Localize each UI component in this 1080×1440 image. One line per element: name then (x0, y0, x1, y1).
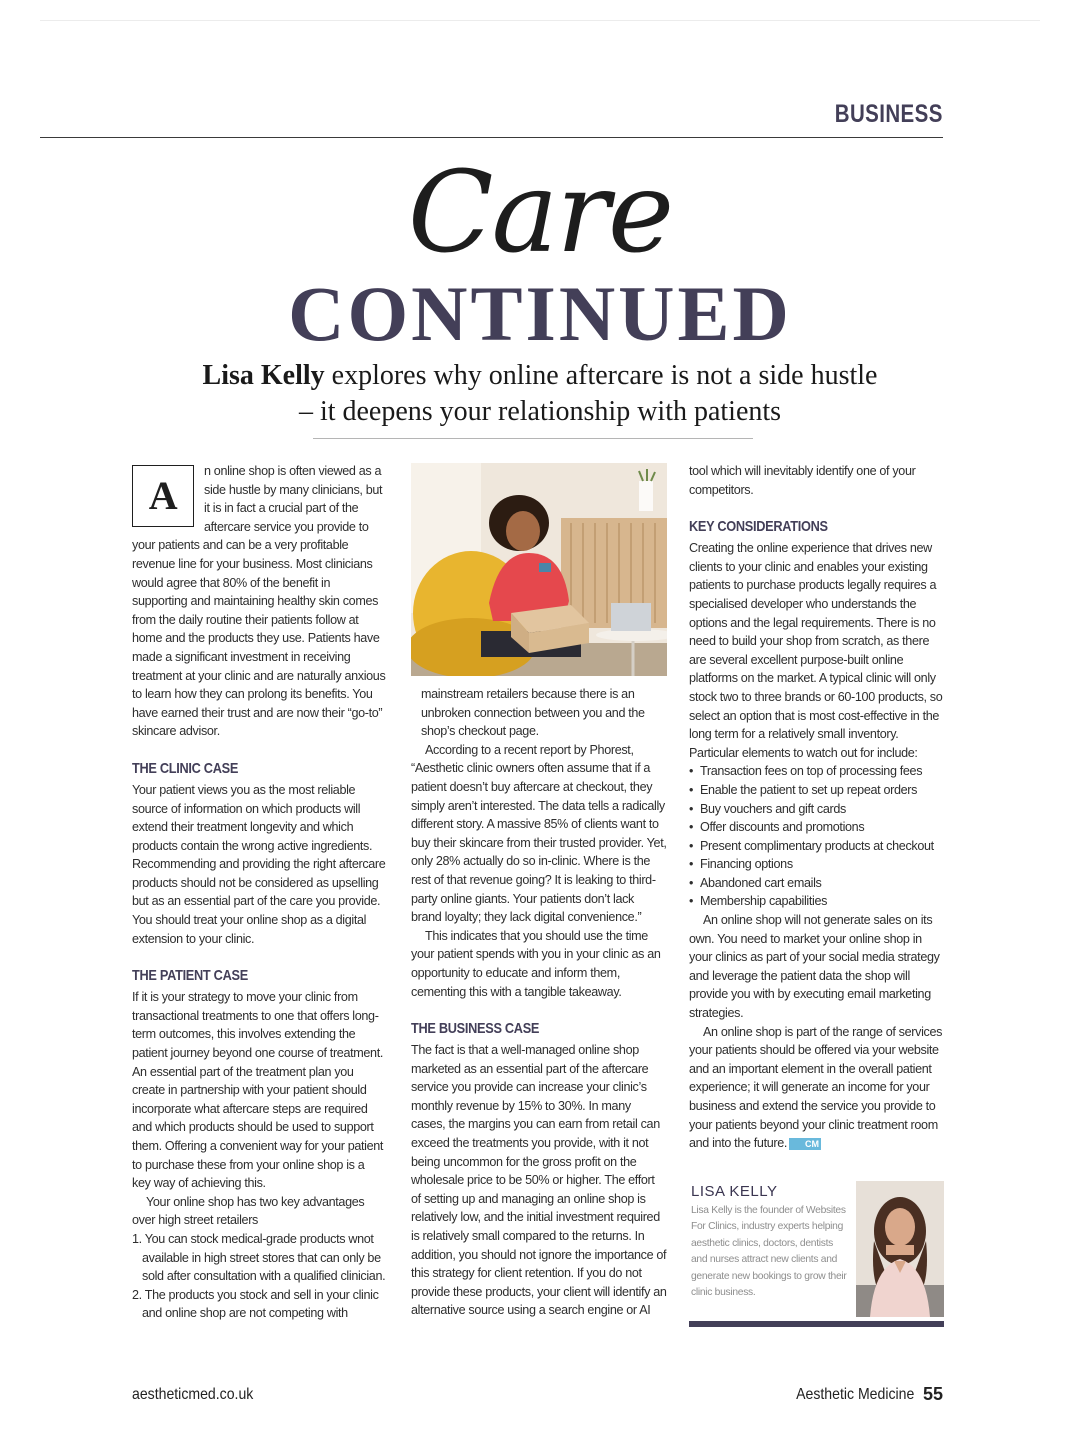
end-mark: CM (789, 1138, 821, 1150)
footer-url: aestheticmed.co.uk (132, 1386, 254, 1403)
consideration-item: • Offer discounts and promotions (689, 818, 945, 837)
advantages-list (132, 1230, 386, 1323)
consideration-item: • Financing options (689, 855, 945, 874)
top-hairline (40, 20, 1040, 21)
column-3 (689, 462, 945, 1153)
page-number: 55 (922, 1384, 943, 1404)
marketing-paragraph: An online shop will not generate sales on its own. You need to market your online shop in your clinics as part of your social media strategy and leverage the patient data the shop will provide you with by executing email marketing strategies. (689, 913, 940, 1021)
headline-caps: CONTINUED (288, 270, 792, 357)
standfirst-line1: explores why online aftercare is not a side hustle (324, 360, 878, 391)
bio-text: Lisa Kelly is the founder of Websites For Clinics, industry experts helping aesthetic clinics, doctors, dentists and nurses attract new clients and generate new bookings to grow their clinic business. (691, 1205, 847, 1299)
report-paragraph: According to a recent report by Phorest, “Aesthetic clinic owners often assume that if a patient doesn’t buy aftercare at checkout, they simply aren’t interested. The data tells a radically different story. A massive 85% of clients want to buy their skincare from their trusted provider. Yet, only 28% actually do so in-clinic. Where is the rest of that revenue going? It is leaking to third-party online giants. Your patients don’t lack brand loyalty; they lack digital convenience.” (411, 742, 667, 925)
standfirst-rule (313, 438, 753, 439)
business-case-text: The fact is that a well-managed online shop marketed as an essential part of the aftercare service you provide can increase your clinic’s monthly revenue by 15% to 30%. In many cases, the margins you can earn from retail can exceed the treatments you provide, with it not being uncommon for the gross profit on the wholesale price to be 50% or higher. The effort of setting up and managing an online shop is relatively low, and the initial investment required is relatively small compared to the returns. In addition, you should not ignore the importance of this strategy for client retention. If you do not provide these products, your client will identify an alternative source using a search engine or AI (411, 1043, 667, 1318)
column-2 (411, 685, 667, 1320)
standfirst-line2: – it deepens your relationship with patients (298, 396, 782, 427)
range-text: An online shop is part of the range of services your patients should be offered via your website and an important element in the overall patient experience; it will generate an income for your business and extend the service you provide to your patients beyond your clinic treatment room and into the future. (689, 1024, 943, 1151)
section-rule (40, 137, 943, 138)
list-continuation: mainstream retailers because there is an unbroken connection between you and the shop’s checkout page. (421, 687, 645, 739)
advantage-item: 2. The products you stock and sell in your clinic and online shop are not competing with (132, 1287, 379, 1321)
bio-rule (689, 1321, 944, 1327)
clinic-case-text: Your patient views you as the most reliable source of information on which products will extend their treatment longevity and which products contain the wrong active ingredients. Recommending and providing the right aftercare products should not be considered as upselling but as an essential part of the care you provide. You should treat your online shop as a digital extension to your clinic. (132, 782, 386, 946)
author-photo (856, 1181, 944, 1317)
consideration-item: • Abandoned cart emails (689, 874, 945, 893)
continued-text: tool which will inevitably identify one of your competitors. (689, 464, 916, 497)
advantage-item: 1. You can stock medical-grade products wnot available in high street stores that can only be sold after consultation with a qualified clinician. (132, 1231, 386, 1284)
patient-case-text: If it is your strategy to move your clinic from transactional treatments to one that offers long-term outcomes, this involves extending the patient journey beyond one course of treatment. An essential part of the treatment plan you create in partnership with your patient should incorporate what aftercare steps are required and which products should be used to support them. Offering a convenient way for your patient to purchase these from your online shop is a key way of achieving this. (132, 990, 384, 1191)
indicates-paragraph: This indicates that you should use the time your patient spends with you in your clinic as an opportunity to educate and inform them, cementing this with a tangible takeaway. (411, 928, 661, 999)
woman-with-parcel-illustration (411, 463, 667, 676)
article-photo (411, 463, 667, 676)
consideration-item: • Enable the patient to set up repeat orders (689, 781, 945, 800)
section-label: BUSINESS (834, 100, 943, 128)
range-paragraph (689, 1023, 945, 1153)
advantages-intro: Your online shop has two key advantages over high street retailers (132, 1194, 365, 1228)
key-considerations-text: Creating the online experience that drives new clients to your clinic and enables your existing patients to purchase products legally requires a specialised developer who understands the options and the legal requirements. There is no need to build your shop from scratch, as there are several excellent purpose-built online platforms on the market. A typical clinic will only stock two to three brands or 60-100 products, so select an option that is most cost-effective in the long term for a relatively small inventory. Particular elements to watch out for include: (689, 541, 943, 760)
standfirst (200, 358, 880, 430)
considerations-list (689, 762, 945, 911)
business-case-heading: THE BUSINESS CASE (411, 1020, 540, 1038)
column-1 (132, 462, 386, 1323)
consideration-item: • Present complimentary products at checkout (689, 837, 945, 856)
footer-publication: Aesthetic Medicine (795, 1386, 914, 1403)
patient-case-heading: THE PATIENT CASE (132, 967, 248, 985)
bio-name: LISA KELLY (691, 1183, 778, 1200)
consideration-item: • Transaction fees on top of processing fees (689, 762, 945, 781)
author-portrait-illustration (856, 1181, 944, 1317)
headline-script: Care (407, 148, 673, 278)
consideration-item: • Membership capabilities (689, 892, 945, 911)
intro-paragraph (132, 462, 386, 741)
key-considerations-heading: KEY CONSIDERATIONS (689, 518, 828, 536)
intro-text: n online shop is often viewed as a side hustle by many clinicians, but it is in fact a crucial part of the aftercare service you provide to your patients and can be a very profitable revenue line for your business. Most clinicians would agree that 80% of the benefit in supporting and maintaining healthy skin comes from the daily routine their patients follow at home and the products they use. Patients have made a significant investment in receiving treatment at your clinic and are naturally anxious to learn how they can prolong its benefits. You have earned their trust and are now their “go-to” skincare advisor. (132, 464, 386, 739)
clinic-case-heading: THE CLINIC CASE (132, 759, 239, 777)
drop-cap: A (132, 465, 194, 527)
consideration-item: • Buy vouchers and gift cards (689, 800, 945, 819)
standfirst-author: Lisa Kelly (202, 360, 325, 391)
